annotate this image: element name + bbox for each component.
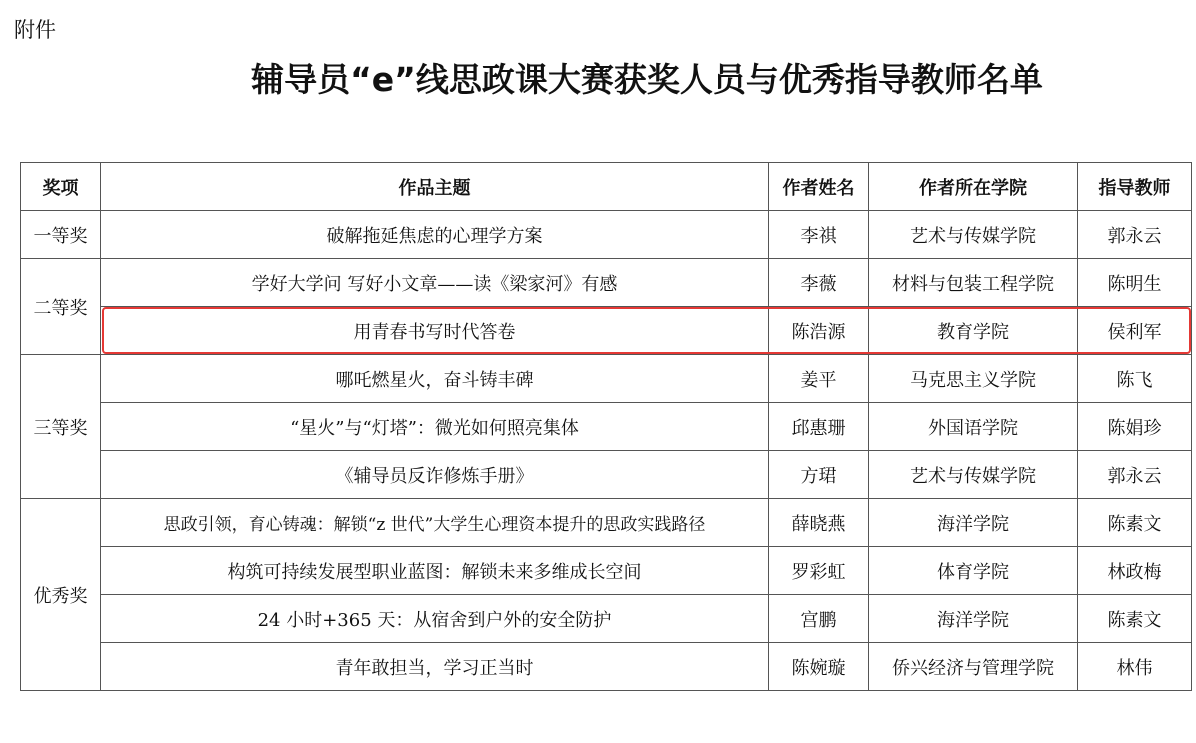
header-author: 作者姓名 [769, 163, 869, 211]
mentor-cell: 郭永云 [1078, 211, 1192, 259]
college-cell: 材料与包装工程学院 [869, 259, 1078, 307]
table-row [21, 451, 1192, 499]
college-cell: 体育学院 [869, 547, 1078, 595]
mentor-cell: 陈娟珍 [1078, 403, 1192, 451]
college-cell: 艺术与传媒学院 [869, 211, 1078, 259]
award-cell: 优秀奖 [21, 499, 101, 691]
college-cell: 马克思主义学院 [869, 355, 1078, 403]
author-cell: 姜平 [769, 355, 869, 403]
topic-cell: 用青春书写时代答卷 [101, 307, 769, 355]
table-row [21, 211, 1192, 259]
author-cell: 陈婉璇 [769, 643, 869, 691]
topic-cell: 《辅导员反诈修炼手册》 [101, 451, 769, 499]
mentor-cell: 林伟 [1078, 643, 1192, 691]
topic-cell: “星火”与“灯塔”：微光如何照亮集体 [101, 403, 769, 451]
topic-cell: 破解拖延焦虑的心理学方案 [101, 211, 769, 259]
award-cell: 一等奖 [21, 211, 101, 259]
table-row [21, 499, 1192, 547]
award-cell: 三等奖 [21, 355, 101, 499]
author-cell: 宫鹏 [769, 595, 869, 643]
table-row [21, 259, 1192, 307]
table-header-row [21, 163, 1192, 211]
topic-cell: 构筑可持续发展型职业蓝图：解锁未来多维成长空间 [101, 547, 769, 595]
mentor-cell: 侯利军 [1078, 307, 1192, 355]
mentor-cell: 陈素文 [1078, 499, 1192, 547]
mentor-cell: 陈明生 [1078, 259, 1192, 307]
table-row [21, 643, 1192, 691]
page-title: 辅导员“e”线思政课大赛获奖人员与优秀指导教师名单 [251, 60, 1043, 99]
author-cell: 李祺 [769, 211, 869, 259]
table-row [21, 355, 1192, 403]
author-cell: 薛晓燕 [769, 499, 869, 547]
table-row [21, 547, 1192, 595]
college-cell: 外国语学院 [869, 403, 1078, 451]
author-cell: 邱惠珊 [769, 403, 869, 451]
college-cell: 侨兴经济与管理学院 [869, 643, 1078, 691]
table-row [21, 595, 1192, 643]
author-cell: 方珺 [769, 451, 869, 499]
award-table [20, 162, 1192, 691]
header-college: 作者所在学院 [869, 163, 1078, 211]
college-cell: 教育学院 [869, 307, 1078, 355]
topic-cell: 哪吒燃星火，奋斗铸丰碑 [101, 355, 769, 403]
topic-cell: 青年敢担当，学习正当时 [101, 643, 769, 691]
table-row [21, 403, 1192, 451]
mentor-cell: 陈素文 [1078, 595, 1192, 643]
mentor-cell: 陈飞 [1078, 355, 1192, 403]
mentor-cell: 郭永云 [1078, 451, 1192, 499]
topic-cell: 思政引领，育心铸魂：解锁“z 世代”大学生心理资本提升的思政实践路径 [101, 499, 769, 547]
topic-cell: 学好大学问 写好小文章——读《梁家河》有感 [101, 259, 769, 307]
author-cell: 陈浩源 [769, 307, 869, 355]
header-award: 奖项 [21, 163, 101, 211]
attachment-label: 附件 [14, 18, 56, 42]
header-topic: 作品主题 [101, 163, 769, 211]
college-cell: 海洋学院 [869, 595, 1078, 643]
author-cell: 罗彩虹 [769, 547, 869, 595]
header-mentor: 指导教师 [1078, 163, 1192, 211]
college-cell: 艺术与传媒学院 [869, 451, 1078, 499]
mentor-cell: 林政梅 [1078, 547, 1192, 595]
author-cell: 李薇 [769, 259, 869, 307]
topic-cell: 24 小时+365 天：从宿舍到户外的安全防护 [101, 595, 769, 643]
table-row-highlighted [21, 307, 1192, 355]
award-cell: 二等奖 [21, 259, 101, 355]
college-cell: 海洋学院 [869, 499, 1078, 547]
